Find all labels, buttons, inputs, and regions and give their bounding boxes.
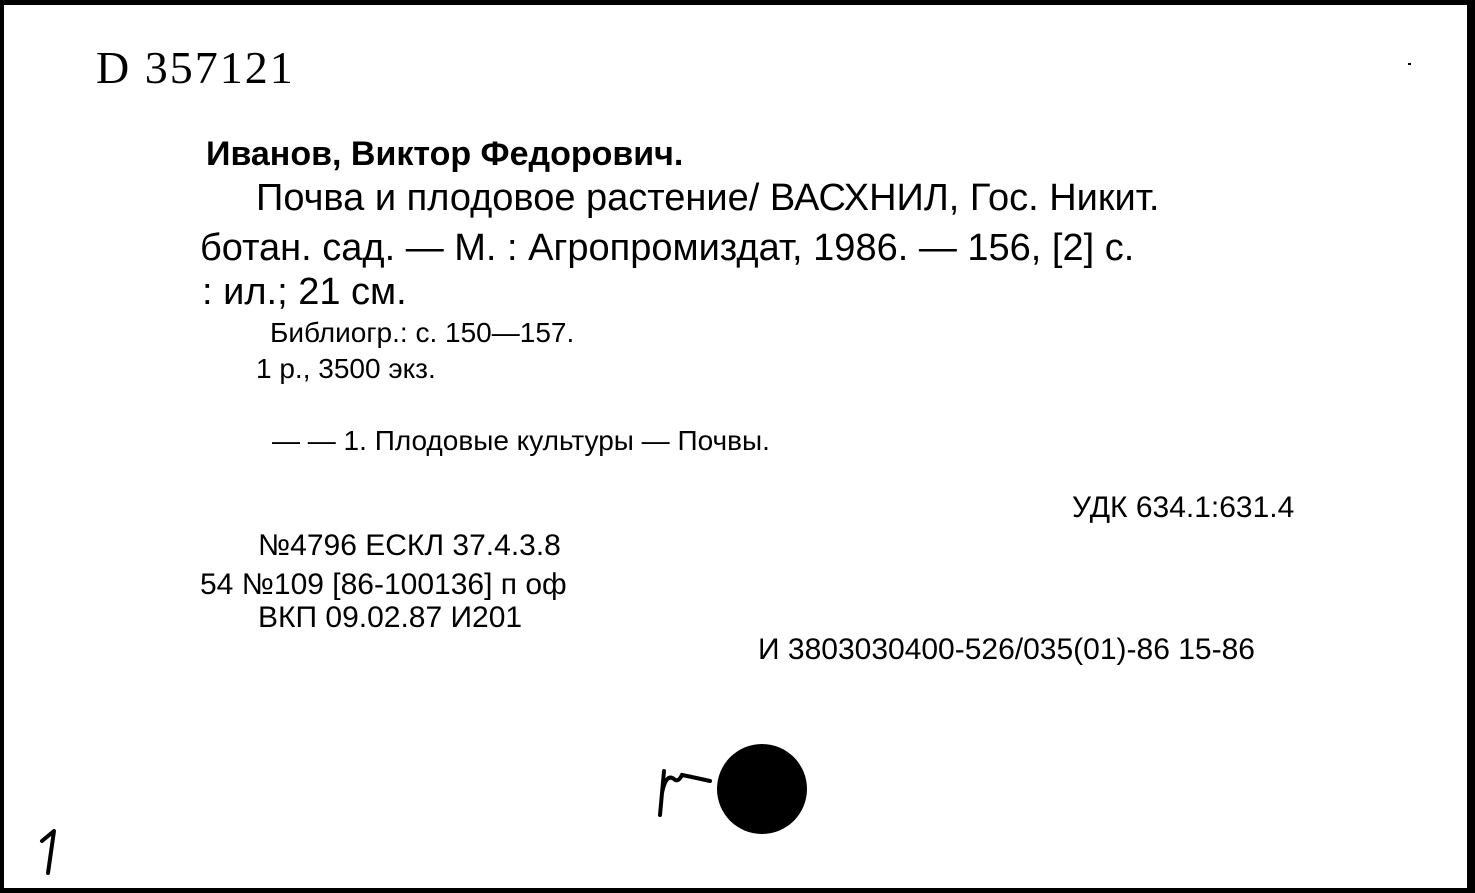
- library-stamp-dot: [717, 744, 807, 834]
- author-heading: Иванов, Виктор Федорович.: [206, 135, 684, 173]
- subject-heading: — — 1. Плодовые культуры — Почвы.: [272, 425, 770, 456]
- catalog-card: [4, 5, 1467, 888]
- price-circulation-note: 1 р., 3500 экз.: [256, 353, 436, 384]
- inventory-number: D 357121: [96, 42, 295, 93]
- bibliography-note: Библиогр.: с. 150—157.: [270, 317, 575, 348]
- title-line-3: : ил.; 21 см.: [202, 271, 407, 313]
- udk-code: УДК 634.1:631.4: [1072, 491, 1295, 524]
- index-code: И 3803030400-526/035(01)-86 15-86: [758, 633, 1255, 666]
- registry-line-1: №4796 ЕСКЛ 37.4.3.8: [258, 529, 561, 562]
- handwritten-number: [34, 827, 64, 877]
- registry-line-3: ВКП 09.02.87 И201: [258, 601, 523, 634]
- title-line-2: ботан. сад. — М. : Агропромиздат, 1986. — 156, [2] с.: [200, 227, 1135, 269]
- handwritten-mark-icon: [652, 753, 722, 823]
- registry-line-2: 54 №109 [86-100136] п оф: [200, 568, 567, 601]
- title-line-1: Почва и плодовое растение/ ВАСХНИЛ, Гос. Никит.: [256, 177, 1160, 219]
- scan-artifact: [1408, 63, 1411, 65]
